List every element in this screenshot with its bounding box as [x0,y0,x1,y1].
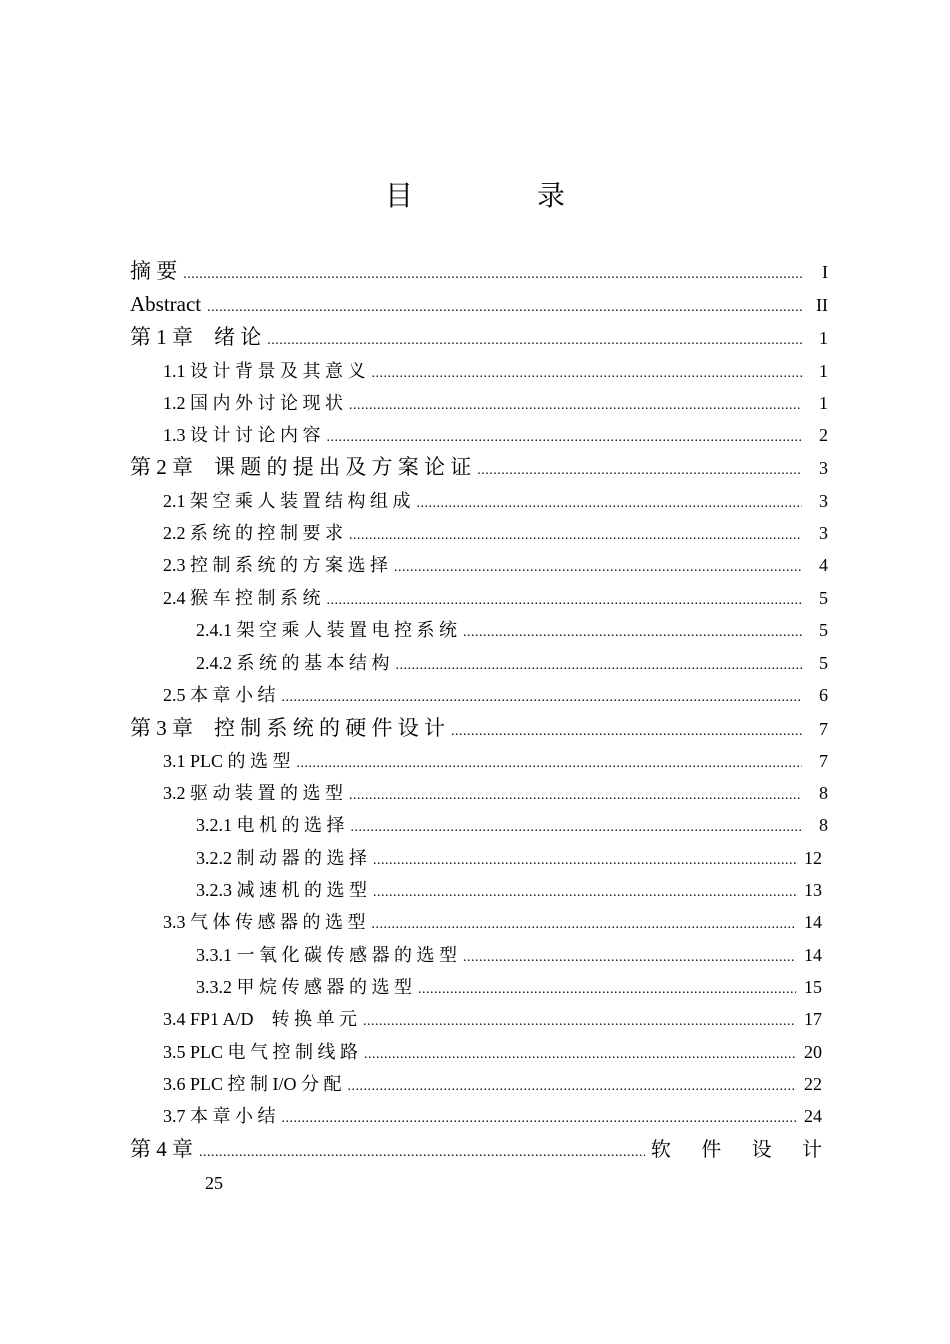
toc-entry-label: 3.2.1 电 机 的 选 择 [196,815,345,835]
toc-entry-label: 2.1 架 空 乘 人 装 置 结 构 组 成 [163,491,411,511]
toc-entry[interactable] [163,583,828,613]
toc-entry-page: 7 [819,751,828,771]
toc-entry-label: 3.1 PLC 的 选 型 [163,751,291,771]
toc-entry-page: 5 [819,588,828,608]
toc-entry[interactable] [196,843,822,873]
toc-leader-dots [417,489,803,519]
toc-leader-dots [348,1072,796,1102]
toc-entry-label: 1.1 设 计 背 景 及 其 意 义 [163,361,366,381]
toc-entry-page: 17 [804,1009,822,1029]
toc-entry[interactable] [130,713,828,743]
toc-entry[interactable] [163,680,828,710]
toc-entry[interactable] [163,746,828,776]
toc-leader-dots [349,781,802,811]
toc-entry-label: 2.3 控 制 系 统 的 方 案 选 择 [163,555,388,575]
toc-entry-label: 3.3.2 甲 烷 传 感 器 的 选 型 [196,977,412,997]
toc-leader-dots [394,553,802,583]
toc-entry-label: 2.2 系 统 的 控 制 要 求 [163,523,343,543]
toc-entry-label: 3.2.2 制 动 器 的 选 择 [196,848,367,868]
toc-entry-page: 8 [819,783,828,803]
toc-leader-dots [373,846,796,876]
toc-leader-dots [463,943,796,973]
toc-entry[interactable] [163,420,828,450]
toc-title: 目 录 [384,179,613,212]
toc-entry[interactable] [163,518,828,548]
toc-entry-label: 3.6 PLC 控 制 I/O 分 配 [163,1074,342,1094]
toc-leader-dots [396,651,803,681]
toc-entry-page: 3 [819,491,828,511]
toc-leader-dots [463,618,802,648]
toc-entry-page: 22 [804,1074,822,1094]
toc-entry-chapter-4[interactable] [130,1134,834,1164]
toc-entry-page: 3 [819,458,828,478]
toc-entry-page: 1 [819,328,828,348]
toc-entry-page: 6 [819,685,828,705]
toc-leader-dots [351,813,803,843]
toc-entry-page: 15 [804,977,822,997]
toc-entry-label: 第 3 章 控 制 系 统 的 硬 件 设 计 [130,716,445,740]
toc-entry-page: I [822,262,828,282]
toc-leader-dots [267,326,802,356]
toc-entry-page: 25 [205,1173,223,1193]
toc-entry-page: 14 [804,945,822,965]
toc-entry[interactable] [163,486,828,516]
toc-entry-label: 3.2.3 减 速 机 的 选 型 [196,880,367,900]
toc-entry[interactable] [163,1004,822,1034]
toc-entry[interactable] [196,940,822,970]
toc-entry-page: 20 [804,1042,822,1062]
toc-entry[interactable] [130,256,828,286]
toc-entry-label: 1.3 设 计 讨 论 内 容 [163,425,321,445]
toc-entry-label: Abstract [130,292,202,316]
toc-entry-label: 2.4.1 架 空 乘 人 装 置 电 控 系 统 [196,620,457,640]
toc-leader-dots [349,391,802,421]
toc-leader-dots [372,359,803,389]
toc-entry[interactable] [196,648,828,678]
toc-entry-page: 7 [819,719,828,739]
toc-leader-dots [207,293,802,323]
toc-leader-dots [363,1007,796,1037]
toc-leader-dots [451,717,802,747]
toc-entry[interactable] [196,615,828,645]
toc-entry-page: 24 [804,1106,822,1126]
toc-entry[interactable] [163,1069,822,1099]
toc-leader-dots [364,1040,796,1070]
toc-entry[interactable] [163,778,828,808]
toc-entry[interactable] [163,1101,822,1131]
toc-entry-page: 14 [804,912,822,932]
toc-entry[interactable] [130,452,828,482]
toc-entry-label: 3.3.1 一 氧 化 碳 传 感 器 的 选 型 [196,945,457,965]
toc-entry[interactable] [163,907,822,937]
toc-entry-page: 5 [819,653,828,673]
toc-entry-page: 8 [819,815,828,835]
toc-entry-title: 软 件 设 计 [650,1137,834,1161]
toc-entry[interactable] [196,875,822,905]
toc-leader-dots [199,1138,645,1168]
toc-entry-label: 第 1 章 绪 论 [130,325,262,349]
toc-entry-label: 3.4 FP1 A/D 转 换 单 元 [163,1009,358,1029]
toc-entry[interactable] [163,550,828,580]
toc-leader-dots [183,260,802,290]
toc-entry[interactable] [196,810,828,840]
toc-entry-page: II [816,295,828,315]
toc-entry-page: 1 [819,393,828,413]
toc-entry[interactable] [130,289,828,319]
toc-entry-label: 2.4.2 系 统 的 基 本 结 构 [196,653,390,673]
toc-entry-page: 1 [819,361,828,381]
toc-leader-dots [372,910,797,940]
toc-entry[interactable] [163,388,828,418]
toc-entry-label: 3.2 驱 动 装 置 的 选 型 [163,783,343,803]
toc-entry[interactable] [163,356,828,386]
toc-entry-page: 2 [819,425,828,445]
toc-entry-page: 12 [804,848,822,868]
toc-leader-dots [373,878,796,908]
toc-entry-label: 3.7 本 章 小 结 [163,1106,276,1126]
toc-entry-page: 3 [819,523,828,543]
toc-leader-dots [297,749,802,779]
toc-entry[interactable] [163,1037,822,1067]
toc-entry-label: 3.3 气 体 传 感 器 的 选 型 [163,912,366,932]
toc-entry[interactable] [130,322,828,352]
toc-entry-label: 3.5 PLC 电 气 控 制 线 路 [163,1042,359,1062]
toc-entry-label: 1.2 国 内 外 讨 论 现 状 [163,393,343,413]
toc-entry-label: 2.5 本 章 小 结 [163,685,276,705]
toc-leader-dots [327,423,803,453]
toc-entry[interactable] [196,972,822,1002]
toc-leader-dots [327,586,803,616]
toc-entry-label: 第 2 章 课 题 的 提 出 及 方 案 论 证 [130,455,472,479]
toc-leader-dots [282,1104,797,1134]
toc-entry-label: 2.4 猴 车 控 制 系 统 [163,588,321,608]
toc-leader-dots [349,521,802,551]
toc-entry-label: 摘 要 [130,259,178,283]
toc-leader-dots [477,456,802,486]
toc-entry-page: 4 [819,555,828,575]
toc-entry-label: 第 4 章 [130,1137,193,1161]
toc-leader-dots [282,683,803,713]
toc-entry-page: 13 [804,880,822,900]
toc-leader-dots [418,975,796,1005]
toc-entry-page: 5 [819,620,828,640]
